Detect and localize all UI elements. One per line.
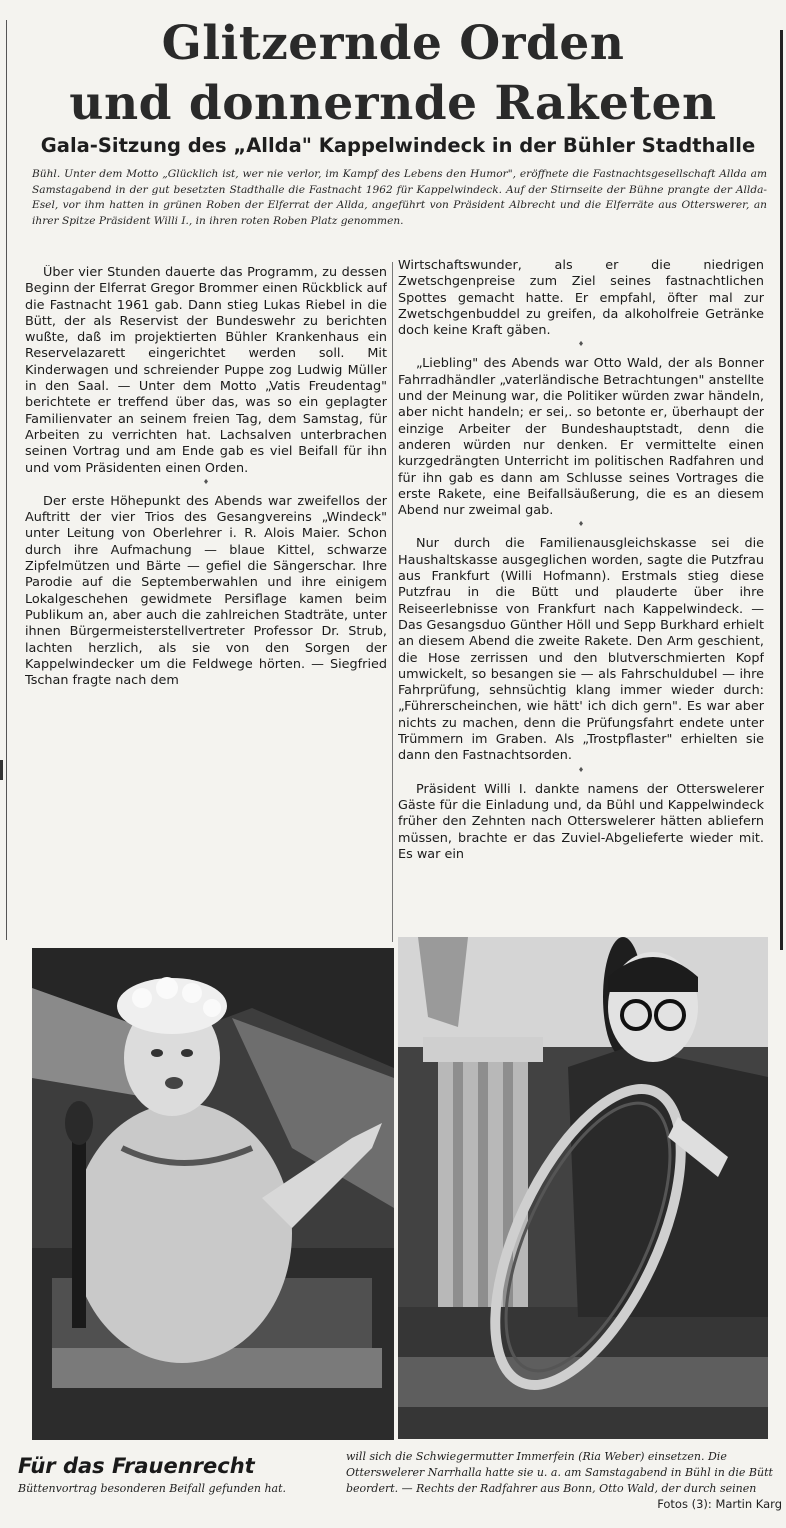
column-right-paragraph-3: Nur durch die Familienausgleichskasse sei die Haushaltskasse ausgeglichen worden, sagte die Putzfrau aus Frankfurt (Willi Hofmann). Erstmals stieg diese Putzfrau in die Bütt und plauderte über ihre Reiseerlebnisse von Frankfurt nach Kappelwindeck. — Das Gesangsduo Günther Höll und Sepp Burkhard erhielt an diesem Abend die zweite Rakete. Den Arm geschient, die Hose zerrissen und den blutverschmierten Kopf umwickelt, so besangen sie — als Fahrschuldubel — ihre Fahrprüfung, sehnsüchtig klang immer wieder durch: „Führerscheinchen, wie hätt' ich dich gern". Es war aber nichts zu machen, denn die Prüfungsfahrt endete unter Trümmern im Graben. Als „Trostpflaster" erhielten sie dann den Fastnachtsorden. bbox=[398, 536, 764, 764]
column-rule bbox=[392, 262, 393, 942]
headline-line-2: und donnernde Raketen bbox=[69, 76, 717, 131]
photo-credit: Fotos (3): Martin Karg bbox=[657, 1497, 782, 1511]
caption-text: will sich die Schwiegermutter Immerfein (Ria Weber) einsetzen. Die Otterswelerer Narrhalla hatte sie u. a. am Samstagabend in Bühl in die Bütt beordert. — Rechts der Radfahrer aus Bonn, Otto Wald, der durch seinen bbox=[346, 1450, 773, 1495]
photo-mother-in-law-image bbox=[32, 948, 394, 1440]
column-right bbox=[398, 258, 764, 942]
caption-title: Für das Frauenrecht bbox=[18, 1454, 255, 1478]
photo-cyclist-image bbox=[398, 937, 768, 1439]
column-left bbox=[25, 265, 387, 709]
caption-text-continued: Büttenvortrag besonderen Beifall gefunden hat. bbox=[18, 1482, 287, 1495]
paragraph-separator: ♦ bbox=[577, 520, 585, 529]
lead-paragraph: Bühl. Unter dem Motto „Glücklich ist, wer nie verlor, im Kampf des Lebens den Humor", eröffnete die Fastnachtsgesellschaft Allda am Samstagabend in der gut besetzten Stadthalle die Fastnacht 1962 für Kappelwindeck. Auf der Stirnseite der Bühne prangte der Allda-Esel, vor ihm hatten in grünen Roben der Elferrat der Allda, angeführt von Präsident Albrecht und die Elferräte aus Otterswerer, an ihrer Spitze Präsident Willi I., in ihren roten Roben Platz genommen. bbox=[32, 168, 767, 227]
column-right-paragraph-2: „Liebling" des Abends war Otto Wald, der als Bonner Fahrradhändler „vaterländische Betrachtungen" anstellte und der Meinung war, die Politiker würden zwar händeln, aber nicht handeln; er sei,. so betonte er, überhaupt der einzige Arbeiter der Bundeshauptstadt, denn die anderen würden nur denken. Er vermittelte einen kurzgedrängten Unterricht im politischen Radfahren und für ihn gab es dann am Schlusse seines Vortrages die erste Rakete, eine Beifallsäußerung, die es an diesem Abend nur zweimal gab. bbox=[398, 356, 764, 519]
paragraph-separator: ♦ bbox=[577, 340, 585, 349]
column-left-paragraph-2: Der erste Höhepunkt des Abends war zweifellos der Auftritt der vier Trios des Gesangvereins „Windeck" unter Leitung von Oberlehrer i. R. Alois Maier. Schon durch ihre Aufmachung — blaue Kittel, schwarze Zipfelmützen und Bärte — gefiel die Sängerschar. Ihre Parodie auf die Septemberwahlen und ihre einigem Lokalgeschehen gewidmete Persiflage kamen beim Publikum an, aber auch die zahlreichen Stadträte, unter ihnen Bürgermeisterstellvertreter Professor Dr. Strub, lachten herzlich, als sie von den Sorgen der Kappelwindecker um die Feldwege hörten. — Siegfried Tschan fragte nach dem bbox=[25, 493, 387, 689]
page-edge-left bbox=[6, 20, 7, 940]
column-left-paragraph-1: Über vier Stunden dauerte das Programm, zu dessen Beginn der Elferrat Gregor Brommer einen Rückblick auf die Fastnacht 1961 gab. Dann stieg Lukas Riebel in die Bütt, der als Reservist der Bundeswehr zu berichten wußte, daß im projektierten Bühler Krankenhaus ein Reservelazarett eingerichtet werden soll. Mit Kinderwagen und schreiender Puppe zog Ludwig Müller in den Saal. — Unter dem Motto „Vatis Freudentag" berichtete er treffend über das, was so ein geplagter Familienvater an seinem freien Tag, dem Samstag, für Arbeiten zu verrichten hat. Lachsalven unterbrachen seinen Vortrag und am Ende gab es viel Beifall für ihn und vom Präsidenten einen Orden. bbox=[25, 265, 387, 476]
column-right-paragraph-1: Wirtschaftswunder, als er die niedrigen Zwetschgenpreise zum Ziel seines fastnachtlichen Spottes gemacht hatte. Er empfahl, öfter mal zur Zwetschgenbuddel zu greifen, da alkoholfreie Getränke doch keine Kraft gäben. bbox=[398, 258, 764, 339]
print-smudge bbox=[0, 760, 3, 780]
subheadline: Gala-Sitzung des „Allda" Kappelwindeck in der Bühler Stadthalle bbox=[40, 134, 756, 157]
headline-line-1: Glitzernde Orden bbox=[161, 16, 625, 71]
paragraph-separator: ♦ bbox=[202, 477, 210, 486]
paragraph-separator: ♦ bbox=[577, 765, 585, 774]
photo-cyclist bbox=[398, 937, 768, 1439]
page-edge-right bbox=[780, 30, 783, 950]
photo-mother-in-law bbox=[32, 948, 394, 1440]
column-right-paragraph-4: Präsident Willi I. dankte namens der Otterswelerer Gäste für die Einladung und, da Bühl und Kappelwindeck früher den Zehnten nach Otterswelerer hätten abliefern müssen, brachte er das Zuviel-Abgelieferte wieder mit. Es war ein bbox=[398, 781, 764, 862]
